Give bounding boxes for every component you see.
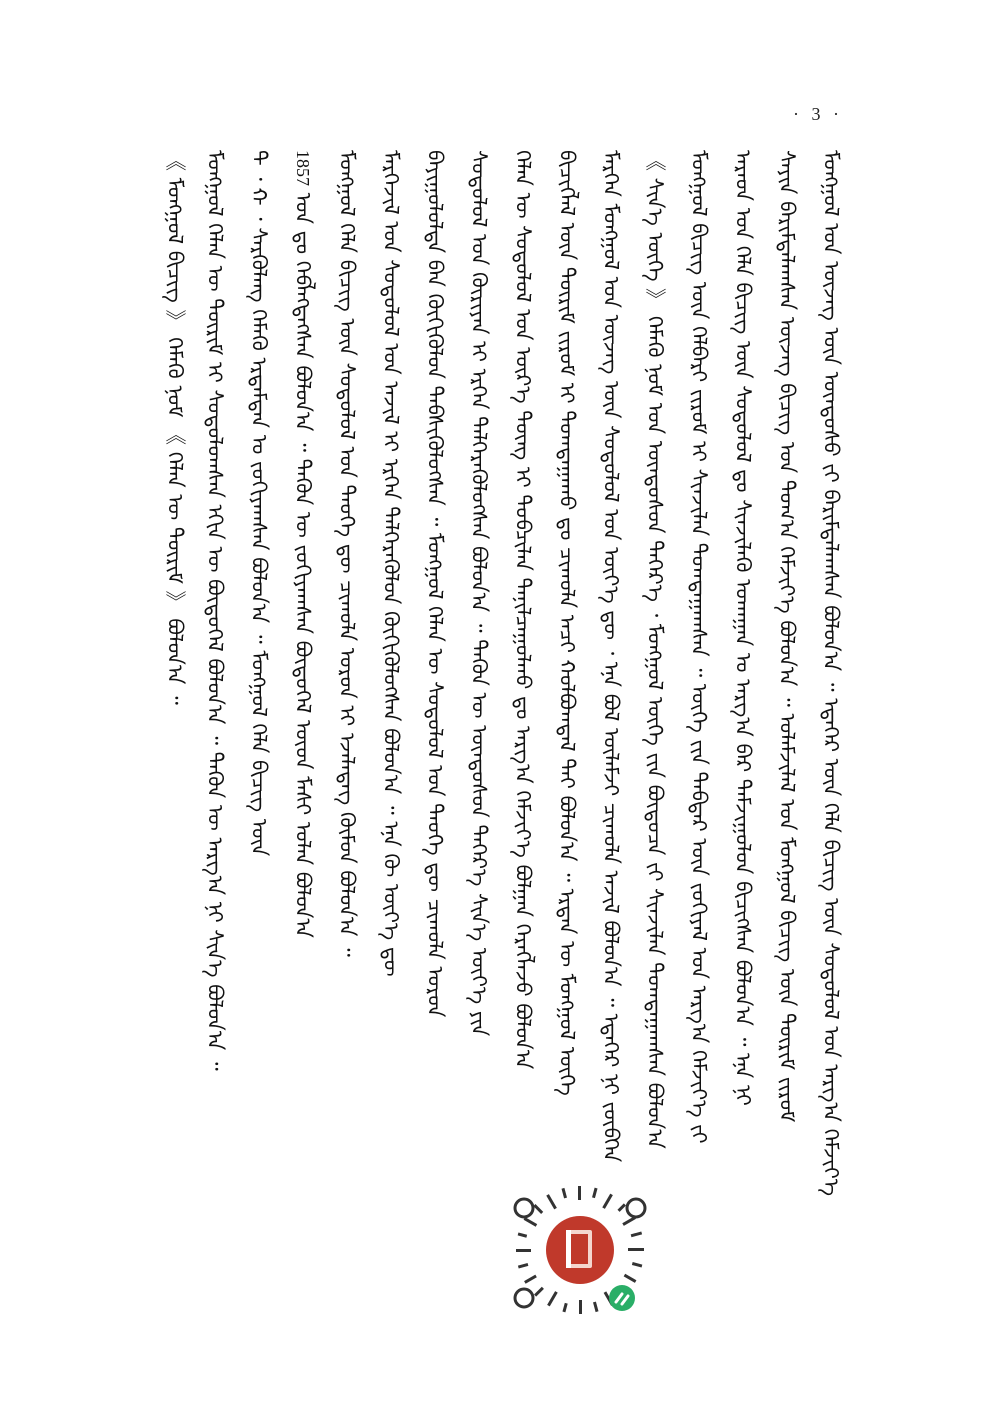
- text-column-9: ᠰᠤᠳᠤᠯᠤᠯ ᠤᠨ ᠬᠦᠷᠢᠶᠡᠨ ᠢ ᠡᠷᠭᠡᠨ ᠲᠡᠯᠭᠡᠷᠡᠭᠦᠯᠦᠭᠰᠡᠨ ᠪᠣᠯᠣᠨ᠎ᠠ ᠃ ᠲᠡᠭᠦᠨ ᠦ ᠦᠨᠳᠦᠰᠦᠨ ᠳᠡᠭᠡᠷ᠎ᠡ ᠰᠢᠨ᠎ᠡ ᠦᠶ᠎ᠡ ᠶᠢᠨ: [467, 150, 491, 1037]
- text-column-6: ᠮᠡᠷᠭᠡᠨ ᠮᠣᠩᠭᠣᠯ ᠤᠨ ᠦᠵᠡᠭ ᠦᠨ ᠰᠤᠳᠤᠯᠤᠯ ᠤᠨ ᠦᠶ᠎ᠡ ᠳᠦ ᠂ ᠡᠨᠡ ᠪᠣᠯ ᠦᠯᠡᠮᠵᠢ ᠴᠢᠬᠤᠯᠠ ᠠᠵᠢᠯ ᠪᠣᠯᠣᠨ᠎ᠠ ᠃ ᠡᠳᠡᠭᠡᠷ ᠨᠢ ᠵᠦᠪᠬᠡᠨ: [599, 150, 623, 1163]
- text-column-8: ᠬᠡᠯᠡᠨ ᠦ ᠰᠤᠳᠤᠯᠤᠯ ᠤᠨ ᠦᠷ᠎ᠡ ᠳᠦᠩ ᠢ ᠲᠣᠪᠴᠢᠯᠠᠨ ᠲᠠᠨᠢᠯᠴᠠᠭᠤᠯᠬᠤ ᠳᠤ ᠠᠷᠭ᠎ᠠ ᠬᠡᠮᠵᠢᠶ᠎ᠡ ᠪᠣᠯᠭᠠᠨ ᠬᠡᠷᠡᠭᠯᠡᠵᠦ ᠪᠣᠯᠣᠨ᠎ᠠ: [511, 150, 535, 1070]
- text-column-11: ᠮᠡᠷᠭᠡᠵᠢᠯ ᠤᠨ ᠰᠤᠳᠤᠯᠤᠯ ᠤᠨ ᠠᠵᠢᠯ ᠢ ᠡᠷᠭᠡᠨ ᠲᠡᠯᠭᠡᠷᠡᠭᠦᠯᠦᠨ ᠬᠥᠬᠢᠭᠦᠯᠦᠭᠰᠡᠨ ᠪᠣᠯᠣᠨ᠎ᠠ ᠃ ᠡᠨᠡ ᠬᠦ ᠦᠶ᠎ᠡ ᠳᠦ: [379, 150, 403, 977]
- text-column-12: ᠮᠣᠩᠭᠣᠯ ᠬᠡᠯᠡ ᠪᠢᠴᠢᠭ ᠦᠨ ᠰᠤᠳᠤᠯᠤᠯ ᠤᠨ ᠲᠡᠦᠬᠡ ᠳᠦ ᠴᠢᠬᠤᠯᠠ ᠣᠷᠣᠨ ᠢ ᠡᠵᠡᠯᠡᠳᠡᠭ ᠬᠦᠮᠦᠨ ᠪᠣᠯᠣᠨ᠎ᠠ ᠃: [335, 150, 359, 957]
- text-column-16: 《 ᠮᠣᠩᠭᠣᠯ ᠪᠢᠴᠢᠭ 》 ᠬᠡᠮᠡᠬᠦ ᠨᠣᠮ 《 ᠬᠡᠯᠡᠨ ᠦ ᠳᠦᠷᠢᠮ 》 ᠪᠣᠯᠣᠨ᠎ᠠ ᠃: [163, 150, 187, 705]
- text-column-5: 《 ᠰᠢᠨ᠎ᠡ ᠦᠭᠡ 》 ᠬᠡᠮᠡᠬᠦ ᠨᠣᠮ ᠤᠨ ᠦᠨᠳᠦᠰᠦᠨ ᠳᠡᠭᠡᠷ᠎ᠡ ᠂ ᠮᠣᠩᠭᠣᠯ ᠦᠭᠡ ᠵᠢᠨ ᠪᠦᠲᠦᠴᠡ ᠵᠢ ᠰᠢᠨᠵᠢᠯᠡᠨ ᠲᠣᠭᠲᠠᠭᠠᠭᠰᠠᠨ ᠪᠣᠯᠣᠨ᠎ᠠ: [643, 150, 667, 1149]
- text-column-15: ᠮᠣᠩᠭᠣᠯ ᠬᠡᠯᠡᠨ ᠦ ᠳᠦᠷᠢᠮ ᠢ ᠰᠤᠳᠤᠯᠤᠭᠰᠠᠨ ᠡᠬᠢᠨ ᠦ ᠪᠦᠲᠦᠭᠡᠯ ᠪᠣᠯᠣᠨ᠎ᠠ ᠃ ᠲᠡᠭᠦᠨ ᠦ ᠠᠷᠭ᠎ᠠ ᠨᠢ ᠰᠢᠨ᠎ᠡ ᠪᠣᠯᠣᠨ᠎ᠠ ᠃: [203, 150, 227, 1071]
- text-column-3: ᠠᠷᠠᠳ ᠤᠨ ᠬᠡᠯᠡ ᠪᠢᠴᠢᠭ ᠦᠨ ᠰᠤᠳᠤᠯᠤᠯ ᠳᠤ ᠰᠢᠨᠵᠢᠯᠡᠬᠦ ᠤᠬᠠᠭᠠᠨ ᠤ ᠠᠷᠭ᠎ᠠ ᠪᠠᠷ ᠳᠠᠮᠵᠢᠭᠤᠯᠤᠨ ᠪᠢᠴᠢᠭᠰᠡᠨ ᠪᠣᠯᠣᠨ᠎ᠠ ᠃ ᠡᠨᠡ ᠨᠢ: [731, 150, 755, 1106]
- page-number: · 3 ·: [793, 104, 843, 124]
- text-column-7: ᠪᠢᠴᠢᠭᠯᠡᠯ ᠦᠨ ᠳᠦᠷᠢᠮ ᠵᠢᠷᠤᠮ ᠢ ᠲᠣᠭᠲᠠᠭᠠᠬᠤ ᠳᠤ ᠴᠢᠬᠤᠯᠠ ᠠᠴᠢ ᠬᠣᠯᠪᠣᠭᠳᠠᠯ ᠲᠠᠢ ᠪᠣᠯᠣᠨ᠎ᠠ ᠃ ᠡᠷᠲᠡᠨ ᠦ ᠮᠣᠩᠭᠣᠯ ᠦᠭᠡ: [555, 150, 579, 1096]
- text-column-14: ᠲ ᠂ ᠬ ᠂ ᠰᠡᠷᠬᠦᠯᠡᠩ ᠬᠡᠮᠡᠬᠦ ᠡᠷᠳᠡᠮᠲᠡᠨ ᠤ ᠵᠣᠬᠢᠶᠠᠭᠰᠠᠨ ᠪᠣᠯᠣᠨ᠎ᠠ ᠃ ᠮᠣᠩᠭᠣᠯ ᠬᠡᠯᠡ ᠪᠢᠴᠢᠭ ᠦᠨ: [247, 150, 271, 857]
- text-column-2: ᠰᠠᠶᠢᠨ ᠪᠠᠷᠢᠮᠳᠠᠯᠠᠭᠰᠠᠨ ᠦᠵᠡᠭ ᠪᠢᠴᠢᠭ ᠤᠨ ᠲᠣᠭ᠎ᠠ ᠬᠡᠮᠵᠢᠶ᠎ᠡ ᠪᠣᠯᠣᠨ᠎ᠠ ᠃ ᠤᠯᠠᠮᠵᠢᠯᠠᠯ ᠤᠨ ᠮᠣᠩᠭᠣᠯ ᠪᠢᠴᠢᠭ ᠦᠨ ᠳᠦᠷᠢᠮ ᠵᠢᠷᠤᠮ: [775, 150, 799, 1123]
- link-badge-icon: [609, 1285, 635, 1311]
- text-column-13-body: ᠣᠨ ᠳᠤ ᠬᠡᠪᠯᠡᠭᠳᠡᠭᠰᠡᠨ ᠪᠣᠯᠣᠨ᠎ᠠ ᠃ ᠲᠡᠭᠦᠨ ᠦ ᠵᠣᠬᠢᠶᠠᠭᠰᠠᠨ ᠪᠦᠲᠦᠭᠡᠯ ᠦᠳ ᠮᠠᠰᠢ ᠣᠯᠠᠨ ᠪᠣᠯᠣᠨ᠎ᠠ: [291, 186, 315, 938]
- text-column-10: ᠪᠠᠶᠢᠭᠤᠯᠤᠯᠲᠠ ᠪᠠᠨ ᠬᠥᠬᠢᠭᠦᠯᠦᠨ ᠳᠡᠪᠰᠢᠭᠦᠯᠦᠭᠰᠡᠨ ᠃ ᠮᠣᠩᠭᠣᠯ ᠬᠡᠯᠡᠨ ᠦ ᠰᠤᠳᠤᠯᠤᠯ ᠤᠨ ᠲᠡᠦᠬᠡ ᠳᠦ ᠴᠢᠬᠤᠯᠠ ᠣᠷᠣᠨ: [423, 150, 447, 1018]
- text-column-13: [288, 150, 318, 1308]
- vertical-text-body: [160, 150, 846, 1308]
- year-number: 1857: [293, 150, 313, 186]
- qr-code-icon: [496, 1180, 664, 1320]
- text-column-4: ᠮᠣᠩᠭᠣᠯ ᠪᠢᠴᠢᠭ ᠦᠨ ᠬᠡᠯᠪᠡᠷᠢ ᠵᠢᠷᠤᠮ ᠢ ᠰᠢᠨᠵᠢᠯᠡᠨ ᠲᠣᠭᠲᠠᠭᠠᠭᠰᠠᠨ ᠃ ᠦᠭᠡ ᠵᠢᠨ ᠳᠡᠪᠲᠡᠷ ᠦᠨ ᠵᠣᠬᠢᠶᠠᠯ ᠤᠨ ᠠᠷᠭ᠎ᠠ ᠬᠡᠮᠵᠢᠶ᠎ᠡ ᠵᠢ: [687, 150, 711, 1144]
- text-column-1: ᠮᠣᠩᠭᠣᠯ ᠤᠨ ᠦᠵᠡᠭ ᠦᠨ ᠦᠨᠳᠦᠰᠦ ᠵᠢ ᠪᠠᠷᠢᠮᠳᠠᠯᠠᠭᠰᠠᠨ ᠪᠣᠯᠣᠨ᠎ᠠ ᠃ ᠡᠳᠡᠭᠡᠷ ᠦᠨ ᠬᠡᠯᠡ ᠪᠢᠴᠢᠭ ᠦᠨ ᠰᠤᠳᠤᠯᠤᠯ ᠤᠨ ᠠᠷᠭ᠎ᠠ ᠬᠡᠮᠵᠢᠶ᠎ᠡ: [819, 150, 843, 1197]
